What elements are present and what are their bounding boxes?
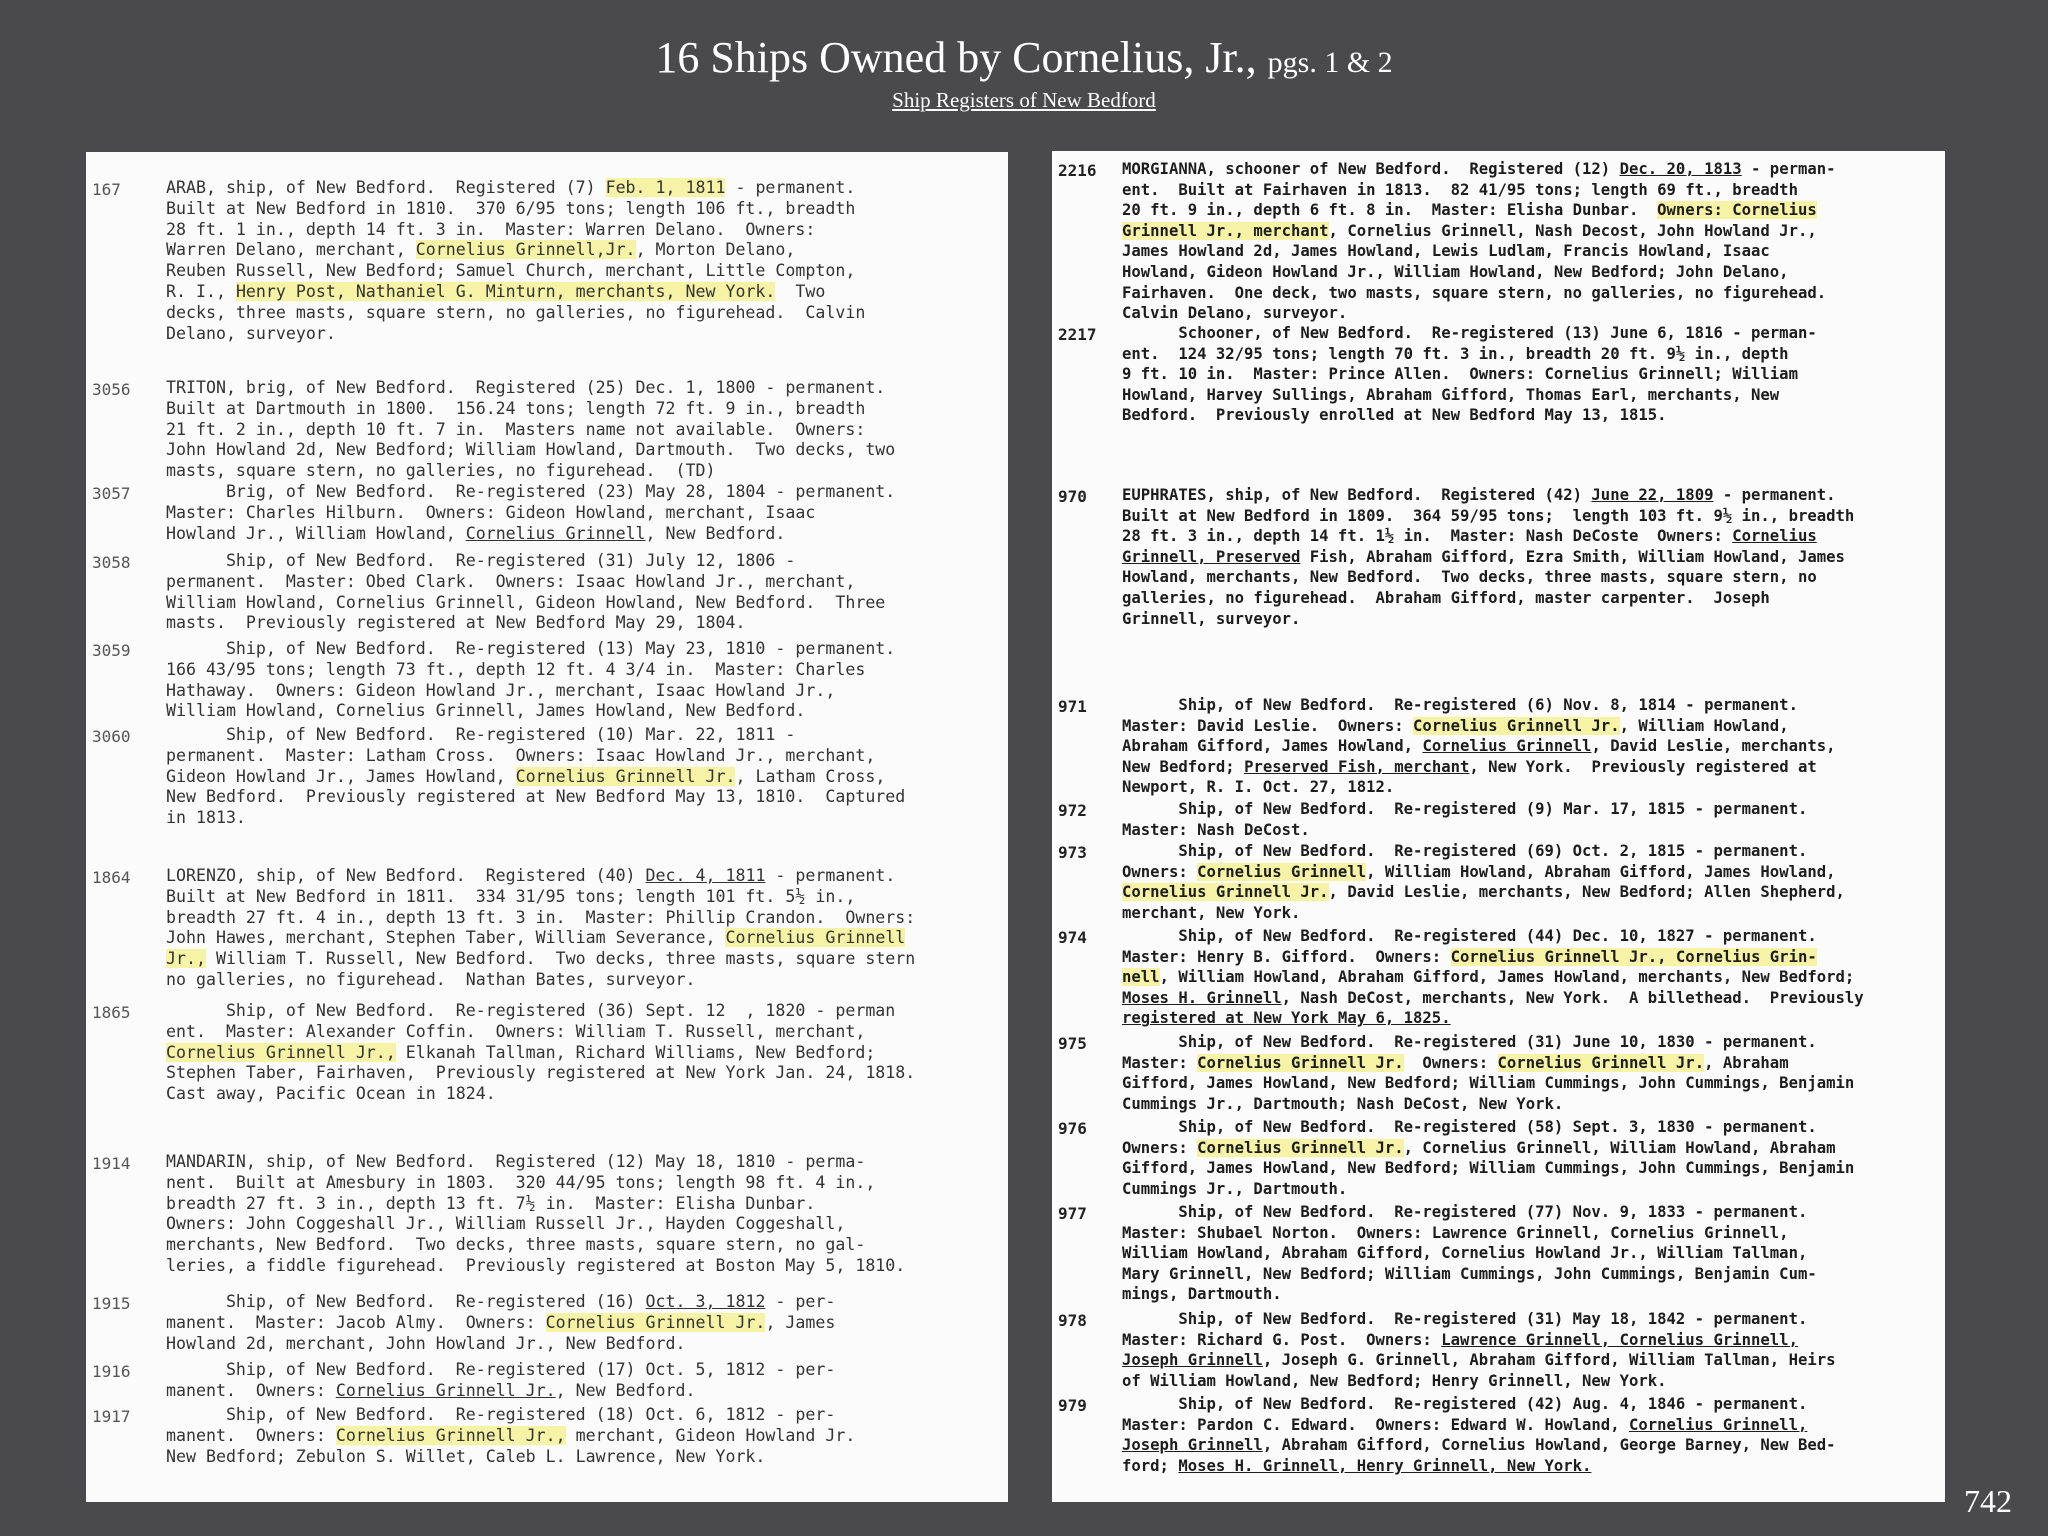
highlighted-text: Feb. 1, 1811: [605, 178, 726, 197]
entry-text-segment: merchant, Gideon Howland Jr. New Bedford; Zebulon S. Willet, Caleb L. Lawrence, New York.: [166, 1425, 856, 1466]
entry-number: 3057: [92, 484, 131, 503]
entry-text: [1122, 1202, 1817, 1305]
entry-text-segment: - permanent. Built at New Bedford in 1811. 334 31/95 tons; length 101 ft. 5½ in., breadth 27 ft. 4 in., depth 13 ft. 3 in. Master: Phillip Crandon. Owners: John Hawes, merchant, Stephen Taber, William Severance,: [166, 866, 916, 948]
underlined-text: Oct. 3, 1812: [645, 1292, 766, 1311]
entry-text-segment: Ship, of New Bedford. Re-registered (36) Sept. 12 , 1820 - perman ent. Master: Alexander Coffin. Owners: William T. Russell, merchant,: [166, 1001, 896, 1041]
underlined-text: Moses H. Grinnell: [1122, 988, 1282, 1007]
highlighted-text: Cornelius Grinnell Jr.,: [166, 928, 906, 969]
register-page-right: [1052, 151, 1945, 1502]
entry-text-segment: ARAB, ship, of New Bedford. Registered (7): [166, 178, 606, 197]
entry-text-segment: - per- manent. Master: Jacob Almy. Owners:: [166, 1292, 836, 1332]
register-entry: [1058, 323, 1817, 426]
highlighted-text: Cornelius Grinnell Jr.: [1413, 716, 1620, 735]
entry-text: [1122, 159, 1836, 324]
register-entry: [1058, 159, 1836, 324]
highlighted-text: Cornelius Grinnell Jr.: [1197, 1138, 1404, 1157]
entry-number: 1914: [92, 1154, 131, 1173]
highlighted-text: Cornelius Grinnell Jr., Cornelius Grin- nell: [1122, 947, 1817, 987]
highlighted-text: Cornelius Grinnell Jr.,: [335, 1425, 566, 1445]
register-entry: [92, 639, 895, 722]
entry-text-segment: Ship, of New Bedford. Re-registered (10) Mar. 22, 1811 - permanent. Master: Latham Cross. Owners: Isaac Howland Jr., merchant, Gideon Howland Jr., James Howland,: [166, 725, 876, 786]
entry-number: 3060: [92, 727, 131, 746]
slide-title-pages: pgs. 1 & 2: [1267, 46, 1393, 79]
entry-text-segment: , David Leslie, merchants, New Bedford; Allen Shepherd, merchant, New York.: [1122, 883, 1845, 922]
entry-text: [1122, 695, 1836, 798]
entry-text: [166, 866, 915, 991]
register-entry: [92, 551, 885, 634]
underlined-text: June 22, 1809: [1591, 486, 1714, 504]
entry-number: 3059: [92, 641, 131, 660]
entry-text-segment: - permanent. Built at New Bedford in 1809. 364 59/95 tons; length 103 ft. 9½ in., breadth 28 ft. 3 in., depth 14 ft. 1½ in. Master: Nash DeCoste Owners:: [1122, 486, 1855, 546]
entry-text: [1122, 1309, 1836, 1391]
highlighted-text: Cornelius Grinnell Jr.: [1122, 883, 1329, 902]
entry-text-segment: , Morton Delano, Reuben Russell, New Bedford; Samuel Church, merchant, Little Compton, R. I.,: [166, 240, 856, 301]
register-entry: [1058, 1394, 1836, 1476]
entry-number: 167: [92, 180, 121, 199]
entry-number: 2217: [1058, 325, 1097, 344]
entry-text-segment: , Abraham Gifford, Cornelius Howland, George Barney, New Bed- ford;: [1122, 1436, 1836, 1475]
entry-text-segment: , New York. Previously registered at Newport, R. I. Oct. 27, 1812.: [1122, 757, 1817, 797]
entry-number: 972: [1058, 801, 1087, 820]
register-entry: [92, 866, 915, 991]
entry-text-segment: Two decks, three masts, square stern, no galleries, no figurehead. Calvin Delano, surveyor.: [166, 281, 866, 343]
entry-text-segment: Ship, of New Bedford. Re-registered (44) Dec. 10, 1827 - permanent. Master: Henry B. Gifford. Owners:: [1122, 927, 1817, 966]
entry-number: 973: [1058, 843, 1087, 862]
entry-number: 970: [1058, 487, 1087, 506]
entry-number: 974: [1058, 928, 1087, 947]
register-entry: [1058, 1202, 1817, 1305]
entry-text: [166, 178, 865, 344]
entry-text-segment: Ship, of New Bedford. Re-registered (31) May 18, 1842 - permanent. Master: Richard G. Post. Owners:: [1122, 1310, 1808, 1349]
entry-text: [1122, 1394, 1836, 1476]
underlined-text: Cornelius Grinnell: [1422, 737, 1592, 756]
underlined-text: Preserved Fish, merchant: [1244, 757, 1470, 776]
entry-text-segment: , Joseph G. Grinnell, Abraham Gifford, William Tallman, Heirs of William Howland, New Bedford; Henry Grinnell, New York.: [1122, 1351, 1836, 1390]
register-entry: [92, 1405, 855, 1467]
underlined-text: Dec. 20, 1813: [1619, 160, 1742, 178]
register-entry: [92, 378, 895, 482]
entry-number: 1916: [92, 1362, 131, 1381]
underlined-text: Cornelius Grinnell Jr.: [335, 1380, 556, 1400]
highlighted-text: Cornelius Grinnell,Jr.: [415, 240, 636, 260]
highlighted-text: Cornelius Grinnell Jr.: [545, 1312, 766, 1332]
register-entry: [1058, 841, 1845, 923]
entry-text: [1122, 841, 1845, 923]
entry-text: [166, 1292, 835, 1354]
entry-text: [166, 1405, 855, 1467]
underlined-text: Lawrence Grinnell, Cornelius Grinnell, Joseph Grinnell: [1122, 1330, 1798, 1370]
entry-text-segment: , Latham Cross, New Bedford. Previously registered at New Bedford May 13, 1810. Captured in 1813.: [166, 766, 906, 828]
entry-number: 978: [1058, 1311, 1087, 1330]
register-entry: [92, 1152, 905, 1277]
entry-text-segment: Schooner, of New Bedford. Re-registered (13) June 6, 1816 - perman- ent. 124 32/95 tons; length 70 ft. 3 in., breadth 20 ft. 9½ in., depth 9 ft. 10 in. Master: Prince Allen. Owners: Cornelius Grinnell; William Howland, Harvey Sullings, Abraham Gifford, Thomas Earl, merchants, New Bedford. Previously enrolled at New Bedford May 13, 1815.: [1122, 324, 1817, 425]
entry-text-segment: , Cornelius Grinnell, Nash Decost, John Howland Jr., James Howland 2d, James Howland, Lewis Ludlam, Francis Howland, Isaac Howland, Gideon Howland Jr., William Howland, New Bedford; John Delano, Fairhaven. One deck, two masts, square stern, no galleries, no figurehead. Calvin Delano, surveyor.: [1122, 221, 1827, 323]
entry-text-segment: Ship, of New Bedford. Re-registered (31) June 10, 1830 - permanent. Master:: [1122, 1033, 1817, 1072]
entry-number: 3056: [92, 380, 131, 399]
entry-text-segment: , William Howland, Abraham Gifford, James Howland, merchants, New Bedford;: [1159, 968, 1855, 987]
source-subtitle: [0, 88, 2048, 113]
entry-text: [1122, 799, 1807, 840]
entry-text: [166, 551, 885, 634]
highlighted-text: Cornelius Grinnell Jr.: [515, 766, 736, 786]
highlighted-text: Henry Post, Nathaniel G. Minturn, merchants, New York.: [235, 281, 776, 301]
entry-number: 1917: [92, 1407, 131, 1426]
entry-text-segment: , Nash DeCost, merchants, New York. A billethead. Previously: [1281, 988, 1864, 1007]
entry-text-segment: Ship, of New Bedford. Re-registered (6) Nov. 8, 1814 - permanent. Master: David Leslie. Owners:: [1122, 696, 1798, 735]
register-entry: [1058, 926, 1864, 1029]
entry-text: [166, 1360, 835, 1402]
entry-text: [1122, 323, 1817, 426]
entry-number: 1915: [92, 1294, 131, 1313]
entry-text-segment: Owners:: [1403, 1053, 1498, 1072]
underlined-text: Cornelius Grinnell, Preserved: [1122, 527, 1817, 566]
entry-text-segment: , Cornelius Grinnell, William Howland, Abraham Gifford, James Howland, New Bedford; William Cummings, John Cummings, Benjamin Cummings Jr., Dartmouth.: [1122, 1138, 1855, 1198]
slide-title: [0, 30, 2048, 91]
entry-text-segment: Brig, of New Bedford. Re-registered (23) May 28, 1804 - permanent. Master: Charles Hilburn. Owners: Gideon Howland, merchant, Isaac Howland Jr., William Howland,: [166, 482, 896, 543]
entry-text: [1122, 1117, 1854, 1199]
entry-number: 971: [1058, 697, 1087, 716]
entry-number: 3058: [92, 553, 131, 572]
entry-text: [166, 378, 895, 482]
entry-text-segment: MORGIANNA, schooner of New Bedford. Registered (12): [1122, 160, 1620, 178]
entry-text: [166, 1001, 915, 1105]
entry-text: [1122, 1032, 1854, 1114]
entry-number: 977: [1058, 1204, 1087, 1223]
entry-text-segment: MANDARIN, ship, of New Bedford. Registered (12) May 18, 1810 - perma- nent. Built at Amesbury in 1803. 320 44/95 tons; length 98 ft. 4 in., breadth 27 ft. 3 in., depth 13 ft. 7½ in. Master: Elisha Dunbar. Owners: John Coggeshall Jr., William Russell Jr., Hayden Coggeshall, merchants, New Bedford. Two decks, three masts, square stern, no gal- leries, a fiddle figurehead. Previously registered at Boston May 5, 1810.: [166, 1152, 906, 1275]
entry-text-segment: , New Bedford.: [555, 1380, 696, 1400]
register-entry: [1058, 695, 1836, 798]
register-entry: [92, 1292, 835, 1354]
entry-text-segment: , William Howland, Abraham Gifford, James Howland,: [1122, 716, 1789, 756]
entry-number: 2216: [1058, 161, 1097, 180]
entry-text: [1122, 485, 1854, 629]
entry-text-segment: EUPHRATES, ship, of New Bedford. Registered (42): [1122, 486, 1592, 504]
entry-number: 1865: [92, 1003, 131, 1022]
register-entry: [1058, 1309, 1836, 1391]
entry-text-segment: Ship, of New Bedford. Re-registered (13) May 23, 1810 - permanent. 166 43/95 tons; length 73 ft., depth 12 ft. 4 3/4 in. Master: Charles Hathaway. Owners: Gideon Howland Jr., merchant, Isaac Howland Jr., William Howland, Cornelius Grinnell, James Howland, New Bedford.: [166, 639, 896, 721]
page-number: 742: [1964, 1483, 2012, 1519]
entry-text-segment: Ship, of New Bedford. Re-registered (16): [166, 1292, 646, 1311]
register-entry: [92, 482, 895, 544]
entry-text: [166, 1152, 905, 1277]
underlined-text: Cornelius Grinnell: [465, 523, 646, 543]
underlined-text: Moses H. Grinnell, Henry Grinnell, New York.: [1178, 1456, 1592, 1475]
entry-text: [166, 482, 895, 544]
entry-text: [1122, 926, 1864, 1029]
register-entry: [92, 725, 905, 829]
entry-text-segment: Ship, of New Bedford. Re-registered (69) Oct. 2, 1815 - permanent. Owners:: [1122, 842, 1808, 881]
entry-number: 1864: [92, 868, 131, 887]
highlighted-text: Cornelius Grinnell Jr.: [1497, 1053, 1705, 1072]
entry-text-segment: LORENZO, ship, of New Bedford. Registered (40): [166, 866, 646, 885]
entry-text-segment: , Abraham Gifford, James Howland, New Bedford; William Cummings, John Cummings, Benjamin Cummings Jr., Dartmouth; Nash DeCost, New York.: [1122, 1053, 1855, 1113]
entry-text: [166, 639, 895, 722]
entry-text-segment: Ship, of New Bedford. Re-registered (18) Oct. 6, 1812 - per- manent. Owners:: [166, 1405, 836, 1445]
entry-text-segment: Fish, Abraham Gifford, Ezra Smith, William Howland, James Howland, merchants, New Bedford. Two decks, three masts, square stern, no galleries, no figurehead. Abraham Gifford, master carpenter. Joseph Grinnell, surveyor.: [1122, 547, 1845, 628]
register-entry: [1058, 799, 1807, 840]
entry-text-segment: - perman- ent. Built at Fairhaven in 1813. 82 41/95 tons; length 69 ft., breadth 20 ft. 9 in., depth 6 ft. 8 in. Master: Elisha Dunbar.: [1122, 160, 1836, 220]
entry-text-segment: - permanent. Built at New Bedford in 1810. 370 6/95 tons; length 106 ft., breadth 28 ft. 1 in., depth 14 ft. 3 in. Master: Warren Delano. Owners: Warren Delano, merchant,: [166, 178, 856, 260]
underlined-text: registered at New York May 6, 1825.: [1122, 1009, 1451, 1028]
entry-number: 976: [1058, 1119, 1087, 1138]
register-entry: [1058, 485, 1854, 629]
underlined-text: Dec. 4, 1811: [645, 866, 766, 885]
entry-text-segment: William T. Russell, New Bedford. Two decks, three masts, square stern no galleries, no figurehead. Nathan Bates, surveyor.: [166, 949, 916, 989]
register-entry: [92, 178, 865, 344]
entry-number: 979: [1058, 1396, 1087, 1415]
entry-number: 975: [1058, 1034, 1087, 1053]
entry-text-segment: Ship, of New Bedford. Re-registered (31) July 12, 1806 - permanent. Master: Obed Clark. Owners: Isaac Howland Jr., merchant, William Howland, Cornelius Grinnell, Gideon Howland, New Bedford. Three masts. Previously registered at New Bedford May 29, 1804.: [166, 551, 886, 633]
entry-text-segment: , David Leslie, merchants, New Bedford;: [1122, 737, 1836, 776]
entry-text-segment: Ship, of New Bedford. Re-registered (77) Nov. 9, 1833 - permanent. Master: Shubael Norton. Owners: Lawrence Grinnell, Cornelius Grinnell, William Howland, Abraham Gifford, Cornelius Howland Jr., William Tallman, Mary Grinnell, New Bedford; William Cummings, John Cummings, Benjamin Cum- mings, Dartmouth.: [1122, 1203, 1817, 1304]
highlighted-text: Cornelius Grinnell: [1197, 862, 1367, 881]
entry-text-segment: Ship, of New Bedford. Re-registered (9) Mar. 17, 1815 - permanent. Master: Nash DeCost.: [1122, 800, 1808, 839]
register-entry: [92, 1001, 915, 1105]
entry-text-segment: Elkanah Tallman, Richard Williams, New Bedford; Stephen Taber, Fairhaven, Previously registered at New York Jan. 24, 1818. Cast away, Pacific Ocean in 1824.: [166, 1042, 916, 1104]
slide-title-main: 16 Ships Owned by Cornelius, Jr.,: [655, 33, 1257, 82]
entry-text-segment: , James Howland 2d, merchant, John Howland Jr., New Bedford.: [166, 1312, 836, 1353]
register-page-left: [86, 152, 1008, 1502]
entry-text-segment: Ship, of New Bedford. Re-registered (42) Aug. 4, 1846 - permanent. Master: Pardon C. Edward. Owners: Edward W. Howland,: [1122, 1395, 1808, 1434]
highlighted-text: Cornelius Grinnell Jr.: [1197, 1053, 1404, 1072]
entry-text-segment: TRITON, brig, of New Bedford. Registered (25) Dec. 1, 1800 - permanent. Built at Dartmouth in 1800. 156.24 tons; length 72 ft. 9 in., breadth 21 ft. 2 in., depth 10 ft. 7 in. Masters name not available. Owners: John Howland 2d, New Bedford; William Howland, Dartmouth. Two decks, two masts, square stern, no galleries, no figurehead. (TD): [166, 378, 896, 481]
highlighted-text: Cornelius Grinnell Jr.,: [166, 1042, 396, 1062]
entry-text-segment: , New Bedford.: [645, 523, 786, 543]
register-entry: [1058, 1032, 1854, 1114]
source-link[interactable]: Ship Registers of New Bedford: [892, 88, 1156, 112]
register-entry: [1058, 1117, 1854, 1199]
entry-text-segment: Ship, of New Bedford. Re-registered (17) Oct. 5, 1812 - per- manent. Owners:: [166, 1360, 836, 1400]
entry-text-segment: Ship, of New Bedford. Re-registered (58) Sept. 3, 1830 - permanent. Owners:: [1122, 1118, 1817, 1157]
highlighted-text: Owners: Cornelius Grinnell Jr., merchant: [1122, 201, 1817, 240]
entry-text-segment: , William Howland, Abraham Gifford, James Howland,: [1366, 862, 1836, 881]
underlined-text: Cornelius Grinnell, Joseph Grinnell: [1122, 1415, 1808, 1455]
entry-text: [166, 725, 905, 829]
register-entry: [92, 1360, 835, 1402]
